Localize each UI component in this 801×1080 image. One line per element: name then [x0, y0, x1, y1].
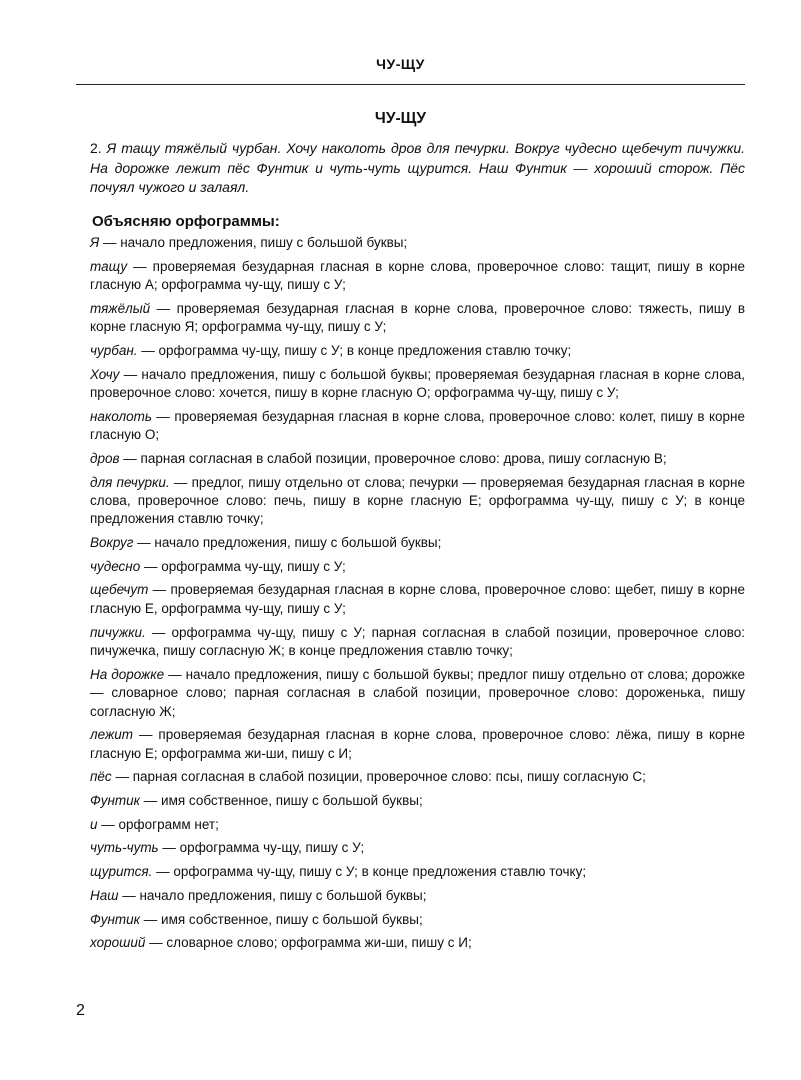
- list-item: [90, 863, 745, 881]
- entry-explanation: — начало предложения, пишу с большой буквы;: [99, 235, 408, 250]
- entry-word: щурится.: [90, 864, 153, 880]
- list-item: [90, 366, 745, 403]
- entry-explanation: — имя собственное, пишу с большой буквы;: [140, 793, 423, 809]
- entry-word: тяжёлый: [90, 300, 151, 316]
- entry-explanation: — орфограмма чу-щу, пишу с У; в конце предложения ставлю точку;: [137, 342, 572, 358]
- entry-explanation: — проверяемая безударная гласная в корне слова, проверочное слово: колет, пишу в корне гласную О;: [90, 408, 745, 443]
- entry-explanation: — начало предложения, пишу с большой буквы;: [118, 887, 427, 903]
- entry-word: Фунтик: [90, 911, 141, 927]
- list-item: [90, 581, 745, 618]
- list-item: [90, 792, 745, 810]
- entry-word: Фунтик: [90, 793, 141, 809]
- list-item: [90, 234, 745, 252]
- entry-word: чурбан.: [90, 342, 138, 358]
- entry-word: наколоть: [90, 408, 152, 424]
- entry-explanation: — имя собственное, пишу с большой буквы;: [140, 911, 423, 927]
- entry-word: Я: [90, 235, 100, 250]
- entry-explanation: — начало предложения, пишу с большой буквы;: [133, 535, 442, 551]
- list-item: [90, 534, 745, 552]
- list-item: [90, 450, 745, 468]
- entry-explanation: — орфограмма чу-щу, пишу с У;: [158, 840, 365, 856]
- entry-explanation: — словарное слово; орфограмма жи-ши, пишу с И;: [145, 935, 472, 951]
- list-item: [90, 768, 745, 786]
- entry-explanation: — проверяемая безударная гласная в корне слова, проверочное слово: тащит, пишу в корне гласную А; орфограмма чу-щу, пишу с У;: [90, 258, 745, 293]
- list-item: [90, 666, 745, 721]
- explain-title: Объясняю орфограммы:: [92, 213, 280, 230]
- entry-word: Вокруг: [90, 535, 134, 551]
- exercise-text: Я тащу тяжёлый чурбан. Хочу наколоть дров для печурки. Вокруг чудесно щебечут пичужки. На дорожке лежит пёс Фунтик и чуть-чуть щурится. Наш Фунтик — хороший сторож. Пёс почуял чужого и залаял.: [90, 140, 745, 195]
- entry-word: дров: [90, 450, 120, 466]
- entry-explanation: — предлог, пишу отдельно от слова; печурки — проверяемая безударная гласная в корне слова, проверочное слово: печь, пишу в корне гласную Е; орфограмма чу-щу, пишу с У; в конце предложения ставлю точку;: [90, 474, 745, 527]
- entry-word: пичужки.: [90, 624, 146, 640]
- list-item: [90, 624, 745, 661]
- list-item: [90, 726, 745, 763]
- entry-explanation: — орфограмма чу-щу, пишу с У;: [140, 558, 346, 574]
- page-number: 2: [76, 1002, 85, 1019]
- entry-explanation: — проверяемая безударная гласная в корне слова, проверочное слово: щебет, пишу в корне гласную Е, орфограмма чу-щу, пишу с У;: [90, 582, 745, 616]
- entry-word: щебечут: [90, 582, 149, 598]
- list-item: [90, 934, 745, 952]
- orthogram-list: [90, 234, 745, 958]
- entry-word: хороший: [90, 935, 146, 951]
- list-item: [90, 258, 745, 295]
- entry-explanation: — орфограмм нет;: [97, 816, 219, 832]
- entry-explanation: — орфограмма чу-щу, пишу с У; парная согласная в слабой позиции, проверочное слово: пичужечка, пишу согласную Ж; в конце предложения ставлю точку;: [90, 624, 745, 658]
- entry-word: лежит: [90, 727, 134, 743]
- entry-explanation: — проверяемая безударная гласная в корне слова, проверочное слово: лёжа, пишу в корне гласную Е; орфограмма жи-ши, пишу с И;: [90, 727, 745, 761]
- entry-explanation: — парная согласная в слабой позиции, проверочное слово: дрова, пишу согласную В;: [119, 450, 667, 466]
- list-item: [90, 300, 745, 337]
- entry-word: На дорожке: [90, 666, 165, 682]
- entry-word: тащу: [90, 258, 128, 274]
- list-item: [90, 816, 745, 834]
- entry-explanation: — начало предложения, пишу с большой буквы; предлог пишу отдельно от слова; дорожке — словарное слово; парная согласная в слабой позиции, проверочное слово: дороженька, пишу согласную Ж;: [90, 666, 746, 719]
- running-head: ЧУ-ЩУ: [376, 56, 425, 72]
- entry-explanation: — проверяемая безударная гласная в корне слова, проверочное слово: тяжесть, пишу в корне гласную Я; орфограмма чу-щу, пишу с У;: [90, 300, 745, 335]
- entry-word: Наш: [90, 887, 119, 903]
- entry-word: Хочу: [90, 366, 120, 382]
- list-item: [90, 342, 745, 360]
- list-item: [90, 887, 745, 905]
- entry-word: чуть-чуть: [90, 840, 159, 856]
- list-item: [90, 474, 745, 529]
- exercise-paragraph: [90, 139, 745, 198]
- list-item: [90, 558, 745, 576]
- list-item: [90, 408, 745, 445]
- list-item: [90, 839, 745, 857]
- entry-explanation: — начало предложения, пишу с большой буквы; проверяемая безударная гласная в корне слова, проверочное слово: хочется, пишу в корне гласную О; орфограмма чу-щу, пишу с У;: [90, 366, 745, 401]
- entry-word: и: [90, 816, 98, 832]
- entry-word: для печурки.: [90, 474, 170, 490]
- entry-explanation: — парная согласная в слабой позиции, проверочное слово: псы, пишу согласную С;: [111, 769, 646, 785]
- exercise-number: 2.: [90, 140, 102, 156]
- entry-word: пёс: [90, 769, 112, 785]
- section-title: ЧУ-ЩУ: [374, 110, 427, 127]
- entry-word: чудесно: [90, 558, 141, 574]
- list-item: [90, 911, 745, 929]
- entry-explanation: — орфограмма чу-щу, пишу с У; в конце предложения ставлю точку;: [152, 864, 587, 880]
- header-rule: [76, 84, 745, 85]
